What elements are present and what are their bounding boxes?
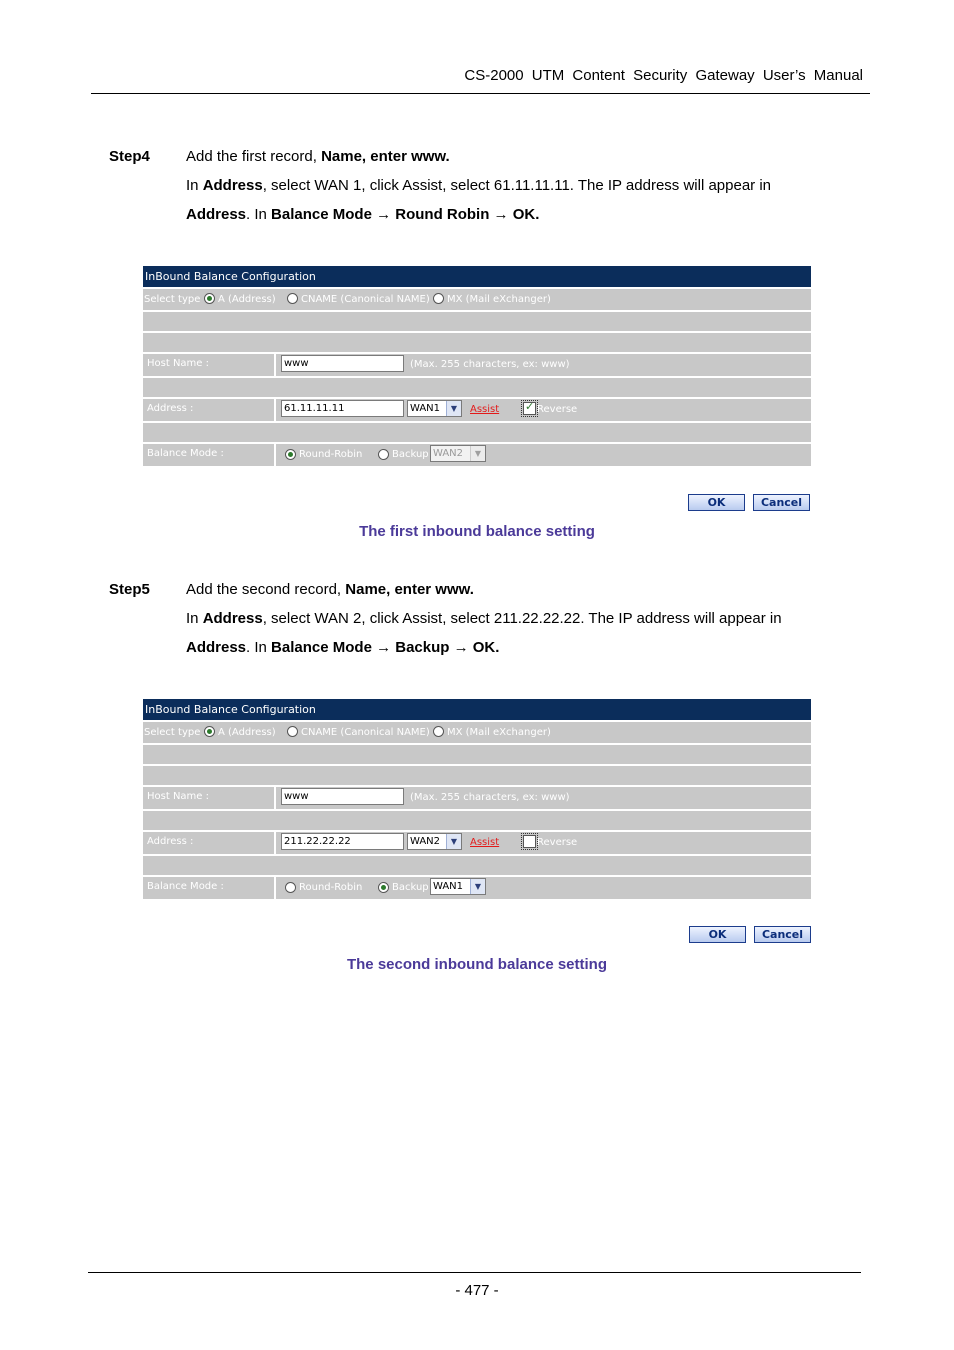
type-a-radio[interactable] [204,293,215,304]
type-a-label: A (Address) [218,727,276,738]
type-a-radio[interactable] [204,726,215,737]
assist-link[interactable]: Assist [470,837,500,848]
select-type-row [143,720,811,743]
step4-line3-a: Address [186,206,247,223]
step5-line1 [186,581,474,598]
step4-line2 [186,177,771,194]
figure-caption-1: The first inbound balance setting [359,523,595,540]
step4-line1-bold: Name, enter www. [321,148,450,165]
address-label: Address : [143,832,276,854]
address-label: Address : [143,399,276,421]
reverse-checkbox[interactable] [523,402,536,415]
host-name-row [143,352,811,376]
page-number: - 477 - [455,1282,499,1299]
step5-line3-a: Address [186,639,247,656]
balance-mode-label: Balance Mode : [143,444,276,466]
spacer-row [143,743,811,764]
ok-button[interactable]: OK [688,494,745,511]
host-name-hint: (Max. 255 characters, ex: www) [410,792,570,803]
header-divider [91,93,870,94]
spacer-row [143,421,811,442]
reverse-checkbox[interactable] [523,835,536,848]
backup-label: Backup [392,449,429,460]
type-mx-label: MX (Mail eXchanger) [447,727,551,738]
footer-divider [88,1272,861,1273]
backup-radio[interactable] [378,882,389,893]
type-cname-label: CNAME (Canonical NAME) [301,294,430,305]
backup-wan-select-value: WAN1 [433,881,464,892]
step4-line3-c: Balance Mode → Round Robin → OK. [271,206,540,223]
select-type-label: Select type [144,727,201,738]
backup-label: Backup [392,882,429,893]
type-cname-radio[interactable] [287,293,298,304]
balance-mode-row [143,875,811,899]
wan-select[interactable] [407,833,462,850]
backup-radio[interactable] [378,449,389,460]
host-name-input[interactable]: www [281,788,404,805]
chevron-down-icon: ▼ [470,879,485,894]
select-type-row [143,287,811,310]
wan-select-value: WAN2 [410,836,441,847]
step5-line3-b: . In [246,639,272,656]
panel-title: InBound Balance Configuration [143,266,811,287]
step5-line3-c: Balance Mode → Backup → OK. [271,639,500,656]
address-input[interactable]: 61.11.11.11 [281,400,404,417]
cancel-button[interactable]: Cancel [753,494,810,511]
spacer-row [143,854,811,875]
reverse-label: Reverse [537,404,578,415]
round-robin-radio[interactable] [285,882,296,893]
backup-wan-select[interactable] [430,878,486,895]
balance-mode-label: Balance Mode : [143,877,276,899]
backup-wan-select[interactable] [430,445,486,462]
type-a-label: A (Address) [218,294,276,305]
step5-label: Step5 [109,581,150,598]
chevron-down-icon: ▼ [446,401,461,416]
inbound-config-panel-2 [143,699,811,899]
round-robin-radio[interactable] [285,449,296,460]
step4-line2-c: , select WAN 1, click Assist, select 61.11.11.11. The IP address will appear in [262,177,772,194]
step5-line1-bold: Name, enter www. [345,581,474,598]
ok-button[interactable]: OK [689,926,746,943]
step4-line3-b: . In [246,206,272,223]
wan-select-value: WAN1 [410,403,441,414]
spacer-row [143,331,811,352]
select-type-label: Select type [144,294,201,305]
type-mx-label: MX (Mail eXchanger) [447,294,551,305]
address-input[interactable]: 211.22.22.22 [281,833,404,850]
step5-line2-c: , select WAN 2, click Assist, select 211.22.22.22. The IP address will appear in [262,610,782,627]
host-name-label: Host Name : [143,787,276,809]
step5-line2-b: Address [202,610,263,627]
cancel-button[interactable]: Cancel [754,926,811,943]
host-name-row [143,785,811,809]
host-name-hint: (Max. 255 characters, ex: www) [410,359,570,370]
chevron-down-icon: ▼ [470,446,485,461]
reverse-label: Reverse [537,837,578,848]
step5-line3 [186,639,499,656]
spacer-row [143,809,811,830]
host-name-input[interactable]: www [281,355,404,372]
address-row [143,397,811,421]
backup-wan-select-value: WAN2 [433,448,464,459]
spacer-row [143,376,811,397]
wan-select[interactable] [407,400,462,417]
round-robin-label: Round-Robin [299,449,363,460]
manual-header-title: CS-2000 UTM Content Security Gateway User’s Manual [464,67,863,84]
type-cname-radio[interactable] [287,726,298,737]
type-mx-radio[interactable] [433,726,444,737]
assist-link[interactable]: Assist [470,404,500,415]
step4-line1-text: Add the first record, [186,148,322,165]
step5-line1-text: Add the second record, [186,581,346,598]
chevron-down-icon: ▼ [446,834,461,849]
round-robin-label: Round-Robin [299,882,363,893]
address-row [143,830,811,854]
step4-line2-a: In [186,177,203,194]
host-name-label: Host Name : [143,354,276,376]
figure-caption-2: The second inbound balance setting [346,956,608,973]
type-mx-radio[interactable] [433,293,444,304]
type-cname-label: CNAME (Canonical NAME) [301,727,430,738]
step4-line1 [186,148,450,165]
balance-mode-row [143,442,811,466]
spacer-row [143,764,811,785]
inbound-config-panel-1 [143,266,811,466]
step4-line3 [186,206,539,223]
step5-line2-a: In [186,610,203,627]
spacer-row [143,310,811,331]
step4-label: Step4 [109,148,150,165]
step4-line2-b: Address [202,177,263,194]
panel-title: InBound Balance Configuration [143,699,811,720]
step5-line2 [186,610,782,627]
